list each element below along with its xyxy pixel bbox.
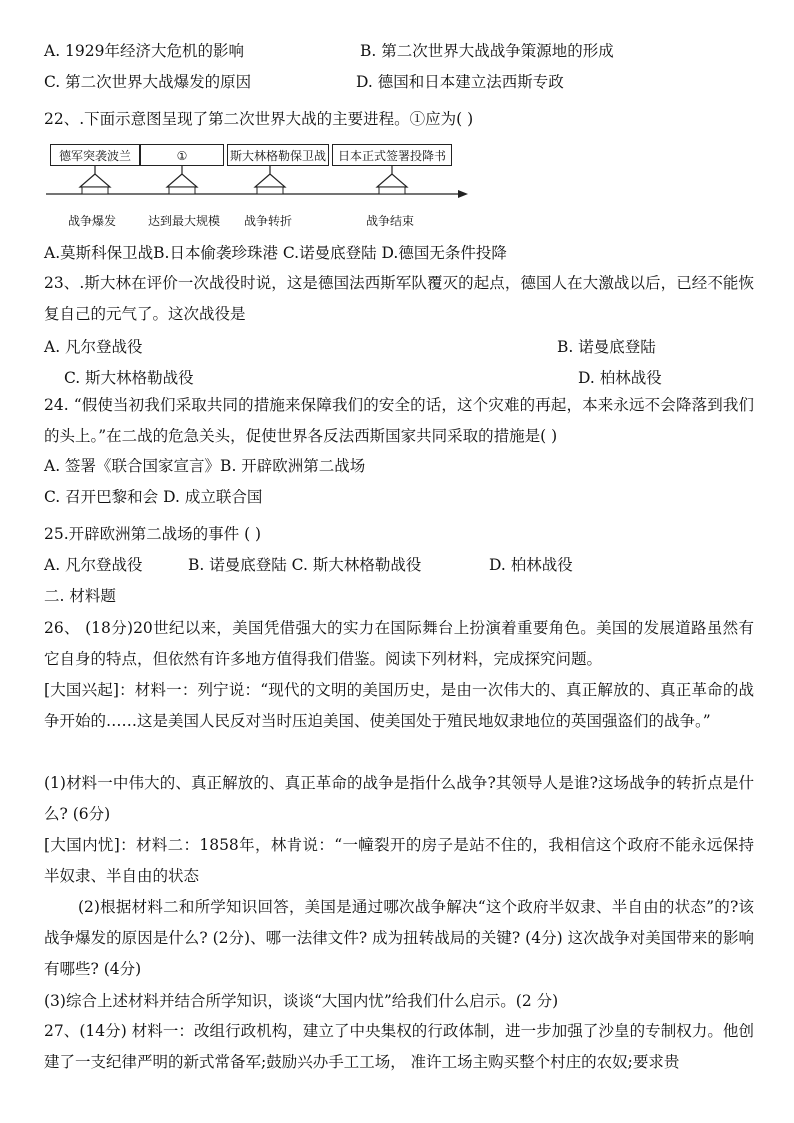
section-heading: 二. 材料题 — [44, 587, 116, 605]
q25-option-a: A. 凡尔登战役 — [44, 556, 143, 574]
q24-options-ab: A. 签署《联合国家宣言》B. 开辟欧洲第二战场 — [44, 457, 366, 475]
timeline-arrow — [458, 190, 468, 198]
q25-option-bc: B. 诺曼底登陆 C. 斯大林格勒战役 — [188, 556, 422, 574]
q22-options: A.莫斯科保卫战B.日本偷袭珍珠港 C.诺曼底登陆 D.德国无条件投降 — [44, 244, 507, 262]
q25-stem: 25.开辟欧洲第二战场的事件 ( ) — [44, 525, 262, 543]
bracket-2 — [169, 187, 195, 194]
q23-option-d: D. 柏林战役 — [578, 369, 662, 387]
q23-option-b: B. 诺曼底登陆 — [557, 338, 656, 356]
diagram-box-3: 斯大林格勒保卫战 — [227, 144, 329, 166]
q22-stem: 22、.下面示意图呈现了第二次世界大战的主要进程。①应为( ) — [44, 110, 474, 128]
bracket-3 — [257, 187, 283, 194]
q26-intro: 26、 (18分)20世纪以来，美国凭借强大的实力在国际舞台上扮演着重要角色。美国的发展道路虽然有它自身的特点，但依然有许多地方值得我们借鉴。阅读下列材料，完成探究问题。 — [44, 619, 754, 668]
stage-label-3: 战争转折 — [244, 214, 293, 228]
stage-label-1: 战争爆发 — [68, 214, 117, 228]
q21-option-d: D. 德国和日本建立法西斯专政 — [356, 73, 564, 91]
q21-option-c: C. 第二次世界大战爆发的原因 — [44, 73, 252, 91]
diagram-box-1: 德军突袭波兰 — [50, 144, 140, 166]
q26-material-2: [大国内忧]：材料二：1858年，林肯说：“一幢裂开的房子是站不住的，我相信这个政府不能永远保持半奴隶、半自由的状态 — [44, 836, 754, 885]
bracket-1 — [82, 187, 108, 194]
q24-stem: 24. “假使当初我们采取共同的措施来保障我们的安全的话，这个灾难的再起，本来永远不会降落到我们的头上。”在二战的危急关头，促使世界各反法西斯国家共同采取的措施是( ) — [44, 396, 754, 445]
q23-option-c: C. 斯大林格勒战役 — [64, 369, 194, 387]
marker-4 — [377, 174, 407, 187]
stage-label-2: 达到最大规模 — [148, 214, 221, 228]
q24-options-cd: C. 召开巴黎和会 D. 成立联合国 — [44, 488, 263, 506]
q27-text: 27、(14分) 材料一：改组行政机构，建立了中央集权的行政体制，进一步加强了沙皇的专制权力。他创建了一支纪律严明的新式常备军;鼓励兴办手工工场， 准许工场主购买整个村庄的农奴;要求贵 — [44, 1022, 754, 1071]
q21-option-b: B. 第二次世界大战战争策源地的形成 — [360, 42, 614, 60]
marker-3 — [255, 174, 285, 187]
bracket-4 — [379, 187, 405, 194]
marker-2 — [167, 174, 197, 187]
ww2-process-diagram — [44, 140, 474, 240]
q23-option-a: A. 凡尔登战役 — [44, 338, 143, 356]
q21-option-a: A. 1929年经济大危机的影响 — [44, 42, 244, 60]
q26-material-1: [大国兴起]：材料一：列宁说：“现代的文明的美国历史，是由一次伟大的、真正解放的、真正革命的战争开始的……这是美国人民反对当时压迫美国、使美国处于殖民地奴隶地位的英国强盗们的战争。” — [44, 681, 754, 730]
q23-stem: 23、.斯大林在评价一次战役时说，这是德国法西斯军队覆灭的起点，德国人在大激战以后，已经不能恢复自己的元气了。这次战役是 — [44, 274, 754, 323]
q26-question-1: (1)材料一中伟大的、真正解放的、真正革命的战争是指什么战争?其领导人是谁?这场战争的转折点是什么? (6分) — [44, 774, 754, 823]
q26-question-3: (3)综合上述材料并结合所学知识，谈谈“大国内忧”给我们什么启示。(2 分) — [44, 992, 559, 1010]
marker-1 — [80, 174, 110, 187]
q25-option-d: D. 柏林战役 — [489, 556, 573, 574]
q26-question-2: (2)根据材料二和所学知识回答，美国是通过哪次战争解决“这个政府半奴隶、半自由的状态”的?该战争爆发的原因是什么? (2分)、哪一法律文件? 成为扭转战局的关键? (4分) 这次战争对美国带来的影响有哪些? (4分) — [44, 898, 754, 978]
diagram-box-2: ① — [140, 144, 224, 166]
diagram-box-4: 日本正式签署投降书 — [332, 144, 452, 166]
stage-label-4: 战争结束 — [366, 214, 415, 228]
